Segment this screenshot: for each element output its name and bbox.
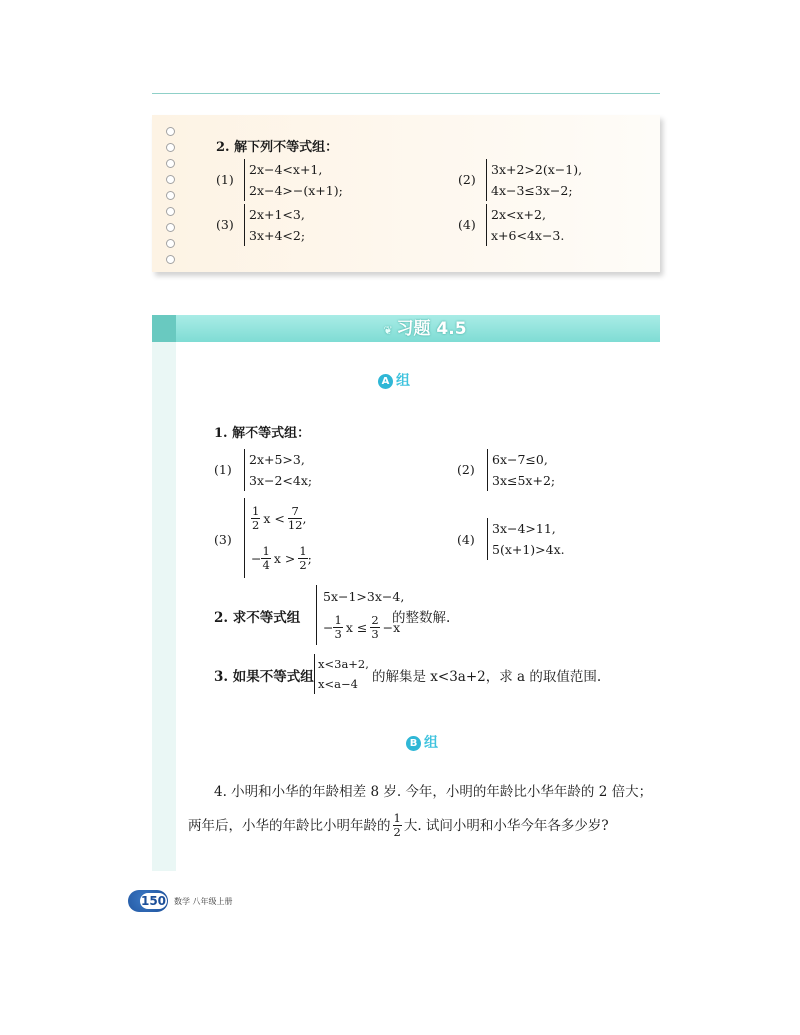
exercise-3-label: 3. 如果不等式组: [214, 669, 314, 685]
fraction: $\frac{7}{12}$: [287, 503, 303, 532]
practice-3-system: [244, 204, 305, 246]
equation-line: 3x−2<4x;: [249, 473, 313, 488]
banner-corner: [152, 315, 176, 342]
group-b-label: 组: [424, 735, 438, 751]
equation-line: 2x<x+2,: [491, 207, 546, 222]
exercise-4-line-2: [188, 812, 609, 839]
practice-title: 2. 解下列不等式组：: [216, 140, 339, 155]
equation-line: x<a−4: [318, 677, 358, 691]
ex3-system: [314, 654, 369, 694]
ring-icon: [166, 255, 175, 264]
equation-line: 5x−1>3x−4,: [323, 589, 405, 604]
fraction: $\frac{1}{3}$: [334, 612, 342, 641]
group-a-label: 组: [396, 373, 410, 389]
fraction: $\frac{1}{2}$: [393, 811, 401, 839]
exercise-2-label: 2. 求不等式组: [214, 610, 301, 626]
fraction: $\frac{1}{2}$: [252, 503, 260, 532]
equation-line: $\frac{1}{2}$ x < $\frac{7}{12}$ ,: [252, 503, 307, 532]
ex1-4-system: [487, 518, 565, 560]
equation-line: 2x+1<3,: [249, 207, 305, 222]
equation-line: 6x−7≤0,: [492, 452, 548, 467]
equation-line: 3x−4>11,: [492, 521, 556, 536]
exercise-4-text: 大. 试问小明和小华今年各多少岁?: [403, 817, 609, 834]
exercise-1-title: 1. 解不等式组：: [214, 426, 311, 441]
ring-icon: [166, 143, 175, 152]
fraction: $\frac{1}{4}$: [262, 543, 270, 572]
exercise-4-text: 两年后，小华的年龄比小明年龄的: [188, 817, 391, 834]
equation-line: 2x−4<x+1,: [249, 162, 323, 177]
group-b-heading: [406, 732, 438, 752]
ring-icon: [166, 175, 175, 184]
ex1-1-system: [244, 449, 312, 491]
fraction: $\frac{2}{3}$: [371, 612, 379, 641]
equation-line: 5(x+1)>4x.: [492, 542, 565, 557]
ex1-1-index: (1): [214, 462, 232, 477]
practice-1-system: [244, 159, 343, 201]
practice-4-index: (4): [458, 217, 476, 232]
group-a-heading: [378, 370, 410, 390]
practice-card: [152, 115, 660, 272]
practice-2-index: (2): [458, 172, 476, 187]
equation-line: 4x−3≤3x−2;: [491, 183, 573, 198]
practice-4-system: [486, 204, 564, 246]
exercise-2-prefix: [214, 609, 300, 627]
equation-line: 2x+5>3,: [249, 452, 305, 467]
ex1-2-index: (2): [457, 462, 475, 477]
ring-icon: [166, 159, 175, 168]
practice-1-index: (1): [216, 172, 234, 187]
top-rule: [152, 93, 660, 94]
ring-icon: [166, 223, 175, 232]
book-title: 数学 八年级上册: [174, 897, 233, 906]
ring-icon: [166, 207, 175, 216]
equation-line: 2x−4>−(x+1);: [249, 183, 343, 198]
page-number: 150: [140, 894, 167, 908]
equation-line: 3x+2>2(x−1),: [491, 162, 583, 177]
equation-line: − $\frac{1}{3}$ x ≤ $\frac{2}{3}$ −x: [323, 612, 401, 641]
ex1-3-index: (3): [214, 532, 232, 547]
ring-icon: [166, 239, 175, 248]
equation-line: x<3a+2,: [318, 657, 369, 671]
exercise-3-suffix: 的解集是 x<3a+2，求 a 的取值范围.: [372, 669, 602, 685]
ex1-4-index: (4): [457, 532, 475, 547]
ring-icon: [166, 191, 175, 200]
leaf-icon: ❦: [383, 324, 397, 337]
section-title: [350, 318, 500, 342]
section-title-text: 习题 4.5: [396, 319, 467, 339]
group-b-badge: B: [406, 736, 421, 751]
exercise-3-prefix: [214, 668, 314, 686]
ring-icon: [166, 127, 175, 136]
practice-2-system: [486, 159, 582, 201]
group-a-badge: A: [378, 374, 393, 389]
exercise-4-line-1: 4. 小明和小华的年龄相差 8 岁. 今年，小明的年龄比小华年龄的 2 倍大；: [214, 784, 653, 800]
practice-3-index: (3): [216, 217, 234, 232]
ex1-3-system: [244, 498, 312, 578]
ex1-2-system: [487, 449, 555, 491]
fraction: $\frac{1}{2}$: [299, 543, 307, 572]
equation-line: x+6<4x−3.: [491, 228, 565, 243]
equation-line: − $\frac{1}{4}$ x > $\frac{1}{2}$ ;: [251, 543, 312, 572]
exercise-2-suffix: 的整数解.: [392, 610, 451, 626]
equation-line: 3x+4<2;: [249, 228, 306, 243]
equation-line: 3x≤5x+2;: [492, 473, 556, 488]
